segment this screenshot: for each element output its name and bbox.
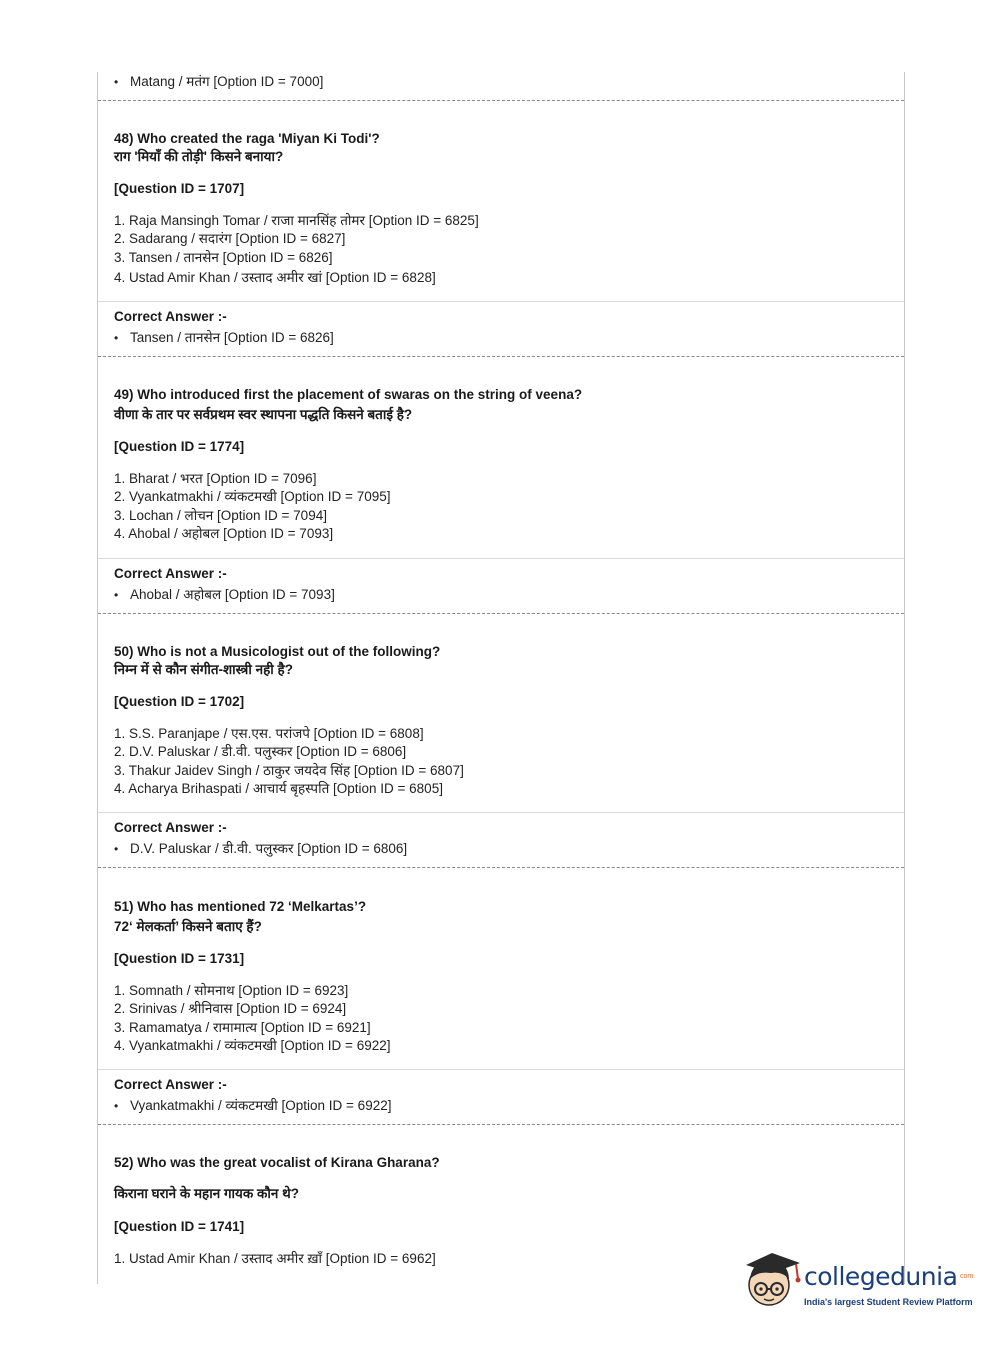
- question-id: [Question ID = 1702]: [114, 694, 245, 709]
- question-title: 50) Who is not a Musicologist out of the following?: [114, 644, 441, 659]
- previous-answer: • Matang / मतंग [Option ID = 7000]: [114, 73, 323, 91]
- question-hindi: निम्न में से कौन संगीत-शास्त्री नही है?: [114, 662, 293, 677]
- answer-label: Correct Answer :-: [114, 1077, 227, 1092]
- answer-label: Correct Answer :-: [114, 566, 227, 581]
- collegedunia-logo[interactable]: [742, 1249, 972, 1321]
- option-3: 3. Ramamatya / रामामात्य [Option ID = 6921]: [114, 1020, 371, 1035]
- answer-text: • Ahobal / अहोबल [Option ID = 7093]: [114, 586, 335, 604]
- question-id: [Question ID = 1731]: [114, 951, 245, 966]
- answer-label: Correct Answer :-: [114, 820, 227, 835]
- option-4: 4. Vyankatmakhi / व्यंकटमखी [Option ID = 6922]: [114, 1038, 391, 1053]
- option-4: 4. Ustad Amir Khan / उस्ताद अमीर खां [Option ID = 6828]: [114, 270, 436, 285]
- question-48: [98, 101, 904, 302]
- question-hindi: वीणा के तार पर सर्वप्रथम स्वर स्थापना पद्धति किसने बताई है?: [114, 407, 413, 422]
- question-title: 48) Who created the raga 'Miyan Ki Todi'?: [114, 131, 380, 146]
- answer-label: Correct Answer :-: [114, 309, 227, 324]
- mascot-icon: [742, 1249, 804, 1311]
- logo-domain: com: [960, 1273, 974, 1280]
- option-1: 1. Raja Mansingh Tomar / राजा मानसिंह तोमर [Option ID = 6825]: [114, 213, 479, 228]
- option-3: 3. Thakur Jaidev Singh / ठाकुर जयदेव सिंह [Option ID = 6807]: [114, 763, 464, 778]
- option-3: 3. Lochan / लोचन [Option ID = 7094]: [114, 508, 327, 523]
- option-2: 2. Srinivas / श्रीनिवास [Option ID = 6924]: [114, 1001, 347, 1016]
- option-4: 4. Ahobal / अहोबल [Option ID = 7093]: [114, 526, 334, 541]
- option-1: 1. S.S. Paranjape / एस.एस. परांजपे [Option ID = 6808]: [114, 726, 424, 741]
- question-50: [98, 614, 904, 813]
- question-hindi: राग 'मियाँ की तोड़ी' किसने बनाया?: [114, 149, 284, 164]
- question-title: 49) Who introduced first the placement of swaras on the string of veena?: [114, 387, 583, 402]
- option-2: 2. D.V. Paluskar / डी.वी. पलुस्कर [Option ID = 6806]: [114, 744, 407, 759]
- answer-text: • Tansen / तानसेन [Option ID = 6826]: [114, 329, 334, 347]
- option-2: 2. Vyankatmakhi / व्यंकटमखी [Option ID = 7095]: [114, 489, 391, 504]
- option-2: 2. Sadarang / सदारंग [Option ID = 6827]: [114, 231, 346, 246]
- question-title: 51) Who has mentioned 72 ‘Melkartas’?: [114, 899, 367, 914]
- question-51: [98, 868, 904, 1070]
- answer-48: [98, 302, 904, 357]
- question-49: [98, 357, 904, 559]
- question-paper-page: [97, 72, 905, 1284]
- logo-wordmark: collegedunia: [804, 1262, 958, 1291]
- question-id: [Question ID = 1774]: [114, 439, 245, 454]
- answer-51: [98, 1070, 904, 1125]
- option-1: 1. Ustad Amir Khan / उस्ताद अमीर ख़ाँ [Option ID = 6962]: [114, 1251, 436, 1266]
- question-hindi: किराना घराने के महान गायक कौन थे?: [114, 1186, 299, 1201]
- answer-text: • Vyankatmakhi / व्यंकटमखी [Option ID = 6922]: [114, 1097, 391, 1115]
- question-title: 52) Who was the great vocalist of Kirana Gharana?: [114, 1155, 440, 1170]
- question-id: [Question ID = 1707]: [114, 181, 245, 196]
- answer-50: [98, 813, 904, 868]
- answer-49: [98, 559, 904, 614]
- option-4: 4. Acharya Brihaspati / आचार्य बृहस्पति [Option ID = 6805]: [114, 781, 443, 796]
- option-3: 3. Tansen / तानसेन [Option ID = 6826]: [114, 250, 333, 265]
- answer-text: • D.V. Paluskar / डी.वी. पलुस्कर [Option ID = 6806]: [114, 840, 407, 858]
- question-hindi: 72‘ मेलकर्ता’ किसने बताए हैं?: [114, 919, 262, 934]
- option-1: 1. Somnath / सोमनाथ [Option ID = 6923]: [114, 983, 349, 998]
- previous-answer-block: [98, 72, 904, 101]
- option-1: 1. Bharat / भरत [Option ID = 7096]: [114, 471, 317, 486]
- logo-tagline: India's largest Student Review Platform: [804, 1297, 973, 1307]
- question-id: [Question ID = 1741]: [114, 1219, 245, 1234]
